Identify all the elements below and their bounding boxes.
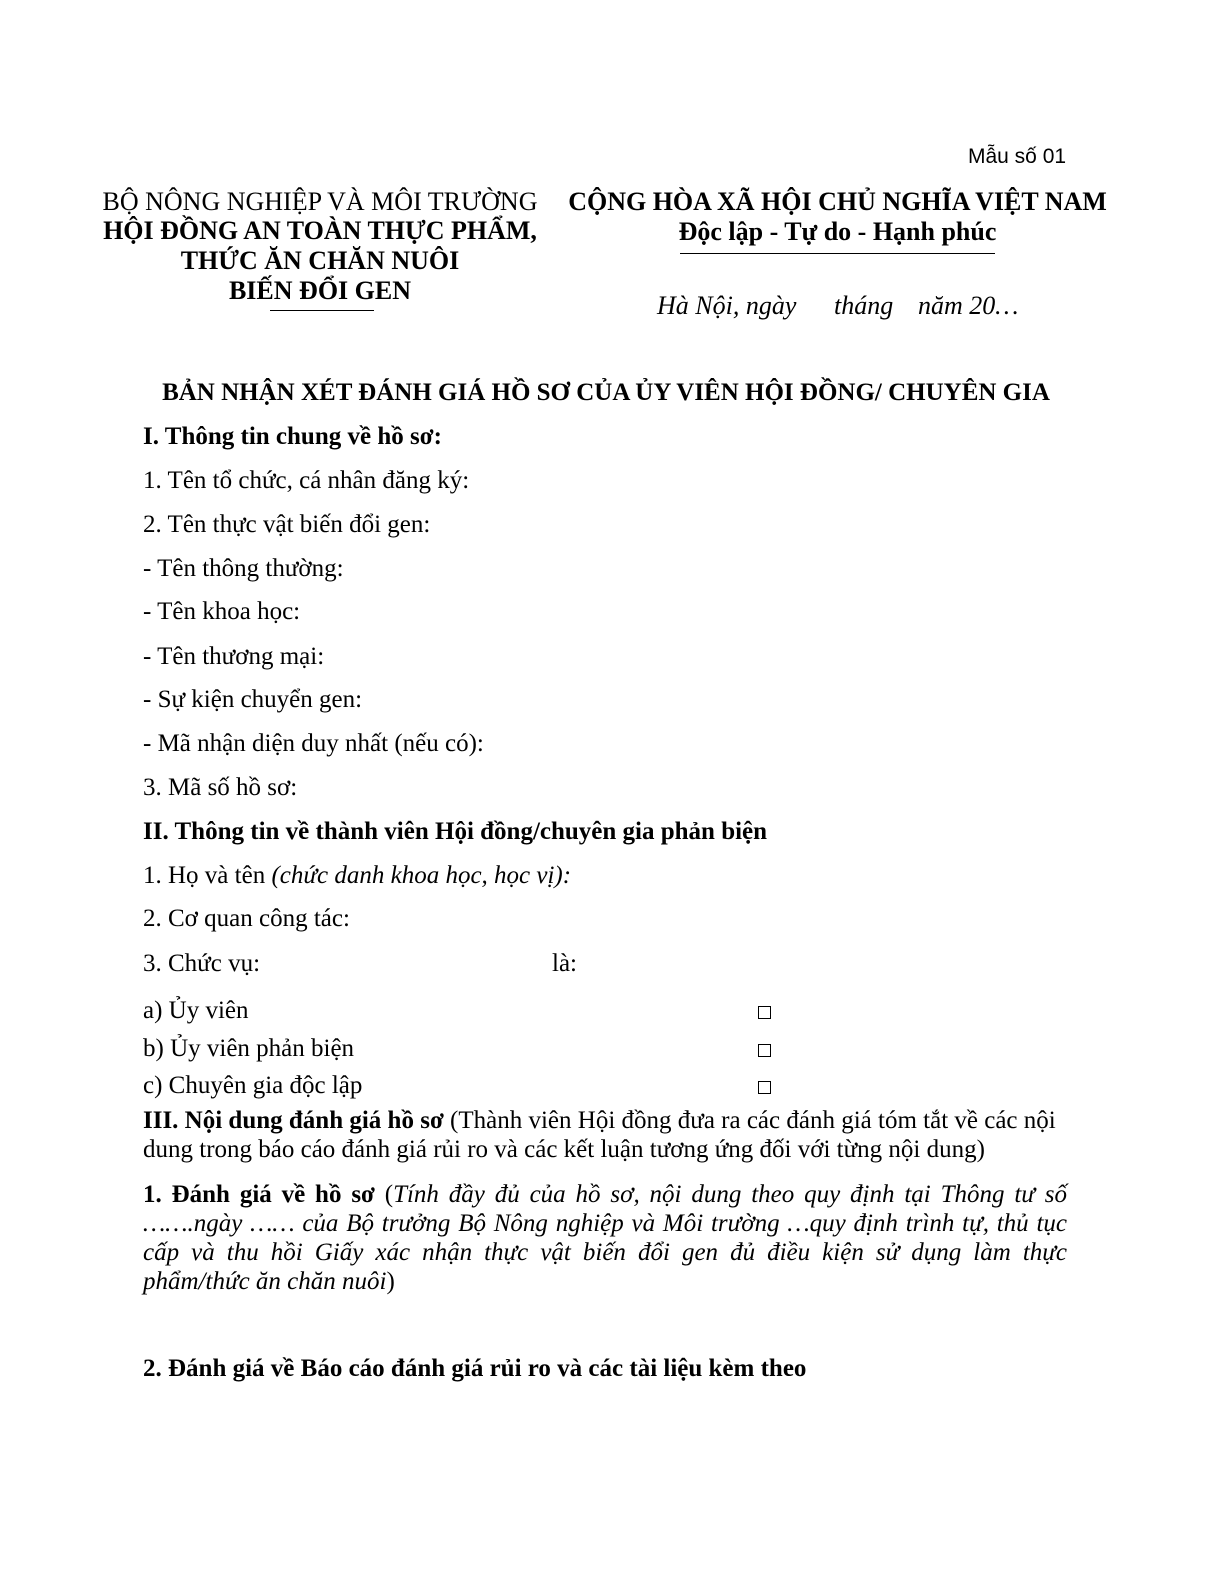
item2-heading: 2. Đánh giá về Báo cáo đánh giá rủi ro và các tài liệu kèm theo <box>143 1355 807 1382</box>
date-month: tháng <box>834 291 894 320</box>
form-number: Mẫu số 01 <box>968 145 1067 168</box>
agency-field: 2. Cơ quan công tác: <box>143 905 350 932</box>
item1-note: Tính đầy đủ của hồ sơ, nội dung theo quy định tại Thông tư số …….ngày …… của Bộ trưởng Bộ Nông nghiệp và Môi trường …quy định trình tự, thủ tục cấp và thu hồi Giấy xác nhận thực vật biến đổi gen đủ điều kiện sử dụng làm thực phẩm/thức ăn chăn nuôi <box>143 1181 1067 1295</box>
item1-paren-open: ( <box>374 1181 394 1208</box>
member-name-label: 1. Họ và tên <box>143 862 272 889</box>
council-name-line3: BIẾN ĐỔI GEN <box>228 276 412 305</box>
section3-intro <box>143 1106 1067 1164</box>
option-member-checkbox[interactable] <box>758 1006 771 1019</box>
option-member-label: a) Ủy viên <box>143 997 249 1024</box>
ministry-name: BỘ NÔNG NGHIỆP VÀ MÔI TRƯỜNG <box>102 187 538 216</box>
country-name: CỘNG HÒA XÃ HỘI CHỦ NGHĨA VIỆT NAM <box>568 187 1107 216</box>
document-title: BẢN NHẬN XÉT ĐÁNH GIÁ HỒ SƠ CỦA ỦY VIÊN HỘI ĐỒNG/ CHUYÊN GIA <box>162 379 1050 406</box>
option-reviewer-checkbox[interactable] <box>758 1044 771 1057</box>
option-expert-label: c) Chuyên gia độc lập <box>143 1072 363 1099</box>
trade-name-field: - Tên thương mại: <box>143 643 325 670</box>
dossier-code-field: 3. Mã số hồ sơ: <box>143 774 298 801</box>
section2-heading: II. Thông tin về thành viên Hội đồng/chuyên gia phản biện <box>143 818 768 845</box>
left-header-underline <box>270 310 374 311</box>
role-label: là: <box>552 950 577 977</box>
option-reviewer-label: b) Ủy viên phản biện <box>143 1035 355 1062</box>
section3-note: (Thành viên Hội đồng đưa ra các đánh giá tóm tắt về các nội dung trong báo cáo đánh giá rủi ro và các kết luận tương ứng đối với từng nội dung) <box>143 1107 1056 1163</box>
unique-identifier-field: - Mã nhận diện duy nhất (nếu có): <box>143 730 484 757</box>
position-field: 3. Chức vụ: <box>143 950 261 977</box>
right-header-underline <box>680 253 995 254</box>
date-year: năm 20… <box>918 291 1019 320</box>
section1-heading: I. Thông tin chung về hồ sơ: <box>143 423 442 450</box>
transgenic-event-field: - Sự kiện chuyển gen: <box>143 686 363 713</box>
item1-paragraph <box>143 1180 1067 1296</box>
section3-heading: III. Nội dung đánh giá hồ sơ <box>143 1107 444 1134</box>
org-name-field: 1. Tên tổ chức, cá nhân đăng ký: <box>143 467 470 494</box>
item1-paren-close: ) <box>386 1268 395 1295</box>
option-expert-checkbox[interactable] <box>758 1081 771 1094</box>
member-name-hint: (chức danh khoa học, học vị): <box>271 862 572 889</box>
gm-plant-name-field: 2. Tên thực vật biến đổi gen: <box>143 511 431 538</box>
scientific-name-field: - Tên khoa học: <box>143 598 301 625</box>
date-place: Hà Nội, ngày <box>657 291 797 320</box>
council-name-line1: HỘI ĐỒNG AN TOÀN THỰC PHẨM, <box>103 216 537 245</box>
common-name-field: - Tên thông thường: <box>143 555 344 582</box>
member-name-field <box>143 861 571 891</box>
item1-heading: 1. Đánh giá về hồ sơ <box>143 1181 375 1208</box>
council-name-line2: THỨC ĂN CHĂN NUÔI <box>180 246 460 275</box>
national-motto: Độc lập - Tự do - Hạnh phúc <box>678 217 997 246</box>
